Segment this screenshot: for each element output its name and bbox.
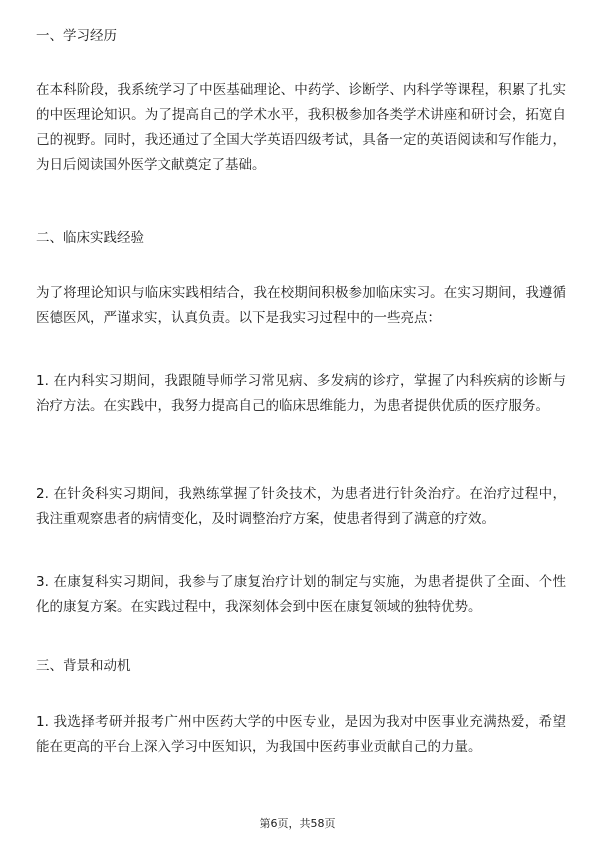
paragraph-clinical-item-1: 1. 在内科实习期间，我跟随导师学习常见病、多发病的诊疗，掌握了内科疾病的诊断与治疗方法。在实践中，我努力提高自己的临床思维能力，为患者提供优质的医疗服务。: [36, 373, 566, 414]
section-heading-background: 三、背景和动机: [36, 658, 131, 674]
paragraph-clinical-item-3: 3. 在康复科实习期间，我参与了康复治疗计划的制定与实施，为患者提供了全面、个性化的康复方案。在实践过程中，我深刻体会到中医在康复领域的独特优势。: [36, 574, 566, 615]
paragraph-clinical-intro: 为了将理论知识与临床实践相结合，我在校期间积极参加临床实习。在实习期间，我遵循医德医风，严谨求实，认真负责。以下是我实习过程中的一些亮点：: [36, 285, 566, 326]
page-number-footer: 第6页，共58页: [259, 817, 336, 830]
section-heading-study: 一、学习经历: [36, 28, 117, 44]
section-heading-clinical: 二、临床实践经验: [36, 230, 144, 246]
paragraph-background-item-1: 1. 我选择考研并报考广州中医药大学的中医专业，是因为我对中医事业充满热爱，希望能在更高的平台上深入学习中医知识，为我国中医药事业贡献自己的力量。: [36, 714, 566, 755]
paragraph-study: 在本科阶段，我系统学习了中医基础理论、中药学、诊断学、内科学等课程，积累了扎实的中医理论知识。为了提高自己的学术水平，我积极参加各类学术讲座和研讨会，拓宽自己的视野。同时，我还通过了全国大学英语四级考试，具备一定的英语阅读和写作能力，为日后阅读国外医学文献奠定了基础。: [36, 82, 566, 173]
paragraph-clinical-item-2: 2. 在针灸科实习期间，我熟练掌握了针灸技术，为患者进行针灸治疗。在治疗过程中，我注重观察患者的病情变化，及时调整治疗方案，使患者得到了满意的疗效。: [36, 486, 566, 527]
